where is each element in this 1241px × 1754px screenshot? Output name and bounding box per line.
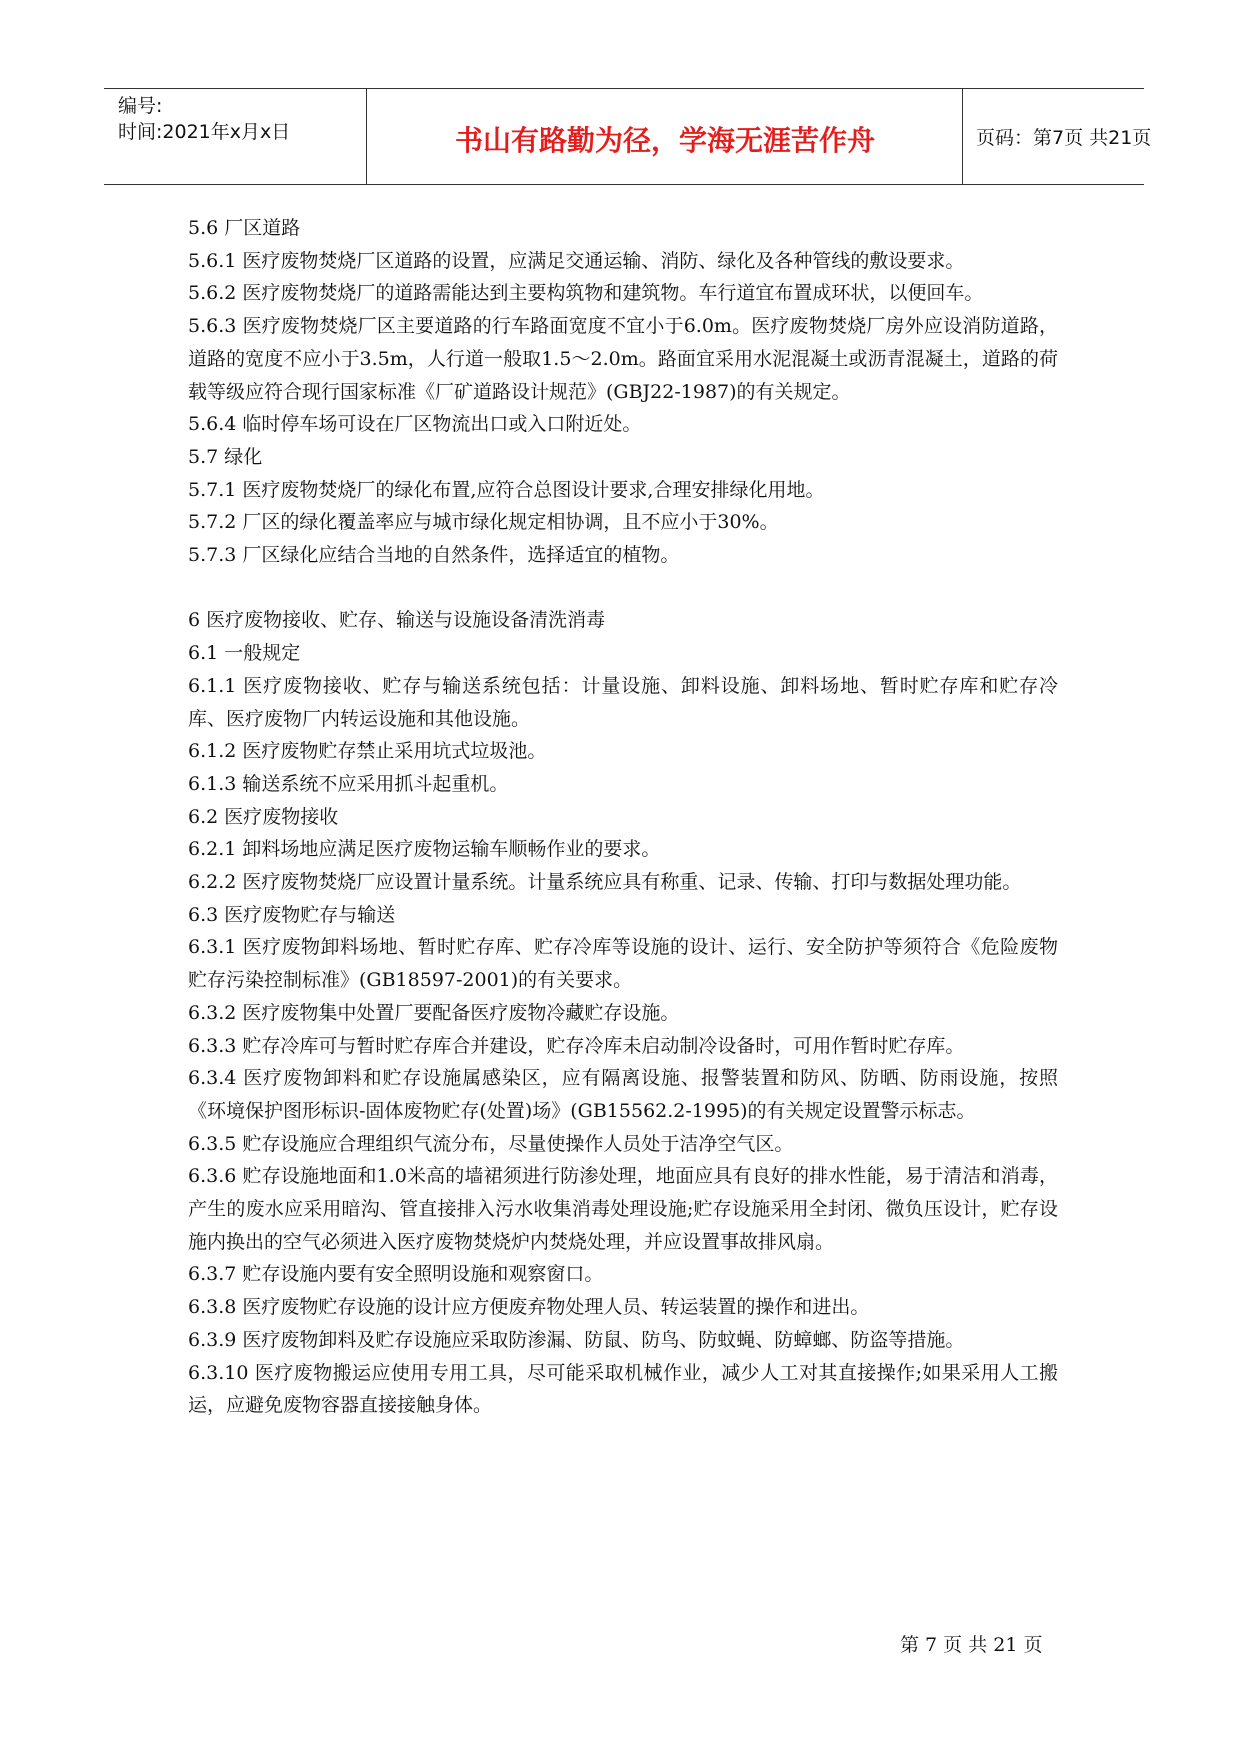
clause-paragraph: 6.3.1 医疗废物卸料场地、暂时贮存库、贮存冷库等设施的设计、运行、安全防护等须符合《危险废物贮存污染控制标准》(GB18597-2001)的有关要求。	[188, 936, 1058, 992]
header-meta-cell	[104, 89, 367, 184]
header-motto: 书山有路勤为径，学海无涯苦作舟	[454, 124, 875, 157]
clause-paragraph: 5.7.1 医疗废物焚烧厂的绿化布置,应符合总图设计要求,合理安排绿化用地。	[188, 478, 825, 501]
clause-paragraph: 5.6.2 医疗废物焚烧厂的道路需能达到主要构筑物和建筑物。车行道宜布置成环状，以便回车。	[188, 282, 984, 305]
section-heading: 5.7 绿化	[188, 445, 263, 468]
document-number-label: 编号:	[118, 95, 163, 117]
section-heading: 6.3 医疗废物贮存与输送	[188, 903, 396, 926]
section-heading: 6.1 一般规定	[188, 642, 301, 665]
clause-paragraph: 6.3.4 医疗废物卸料和贮存设施属感染区，应有隔离设施、报警装置和防风、防晒、防雨设施，按照《环境保护图形标识-固体废物贮存(处置)场》(GB15562.2-1995)的有关规定设置警示标志。	[188, 1067, 1058, 1122]
section-heading: 6.2 医疗废物接收	[188, 805, 339, 828]
clause-paragraph: 6.3.6 贮存设施地面和1.0米高的墙裙须进行防渗处理，地面应具有良好的排水性能，易于清洁和消毒，产生的废水应采用暗沟、管直接排入污水收集消毒处理设施;贮存设施采用全封闭、微负压设计，贮存设施内换出的空气必须进入医疗废物焚烧炉内焚烧处理，并应设置事故排风扇。	[188, 1165, 1058, 1253]
clause-paragraph: 5.7.2 厂区的绿化覆盖率应与城市绿化规定相协调，且不应小于30%。	[188, 511, 779, 534]
clause-paragraph: 5.6.4 临时停车场可设在厂区物流出口或入口附近处。	[188, 413, 642, 436]
clause-paragraph: 6.3.2 医疗废物集中处置厂要配备医疗废物冷藏贮存设施。	[188, 1001, 680, 1024]
clause-paragraph: 6.1.2 医疗废物贮存禁止采用坑式垃圾池。	[188, 740, 547, 763]
clause-paragraph: 6.3.9 医疗废物卸料及贮存设施应采取防渗漏、防鼠、防鸟、防蚊蝇、防蟑螂、防盗等措施。	[188, 1328, 965, 1351]
clause-paragraph: 6.1.1 医疗废物接收、贮存与输送系统包括：计量设施、卸料设施、卸料场地、暂时贮存库和贮存冷库、医疗废物厂内转运设施和其他设施。	[188, 674, 1058, 730]
section-heading: 5.6 厂区道路	[188, 217, 301, 239]
clause-paragraph: 6.3.8 医疗废物贮存设施的设计应方便废弃物处理人员、转运装置的操作和进出。	[188, 1296, 870, 1319]
clause-paragraph: 6.1.3 输送系统不应采用抓斗起重机。	[188, 772, 509, 795]
clause-paragraph: 6.3.3 贮存冷库可与暂时贮存库合并建设，贮存冷库未启动制冷设备时，可用作暂时贮存库。	[188, 1034, 965, 1057]
document-time-label: 时间:2021年x月x日	[118, 121, 291, 143]
clause-paragraph: 5.7.3 厂区绿化应结合当地的自然条件，选择适宜的植物。	[188, 544, 680, 567]
clause-paragraph: 6.2.1 卸料场地应满足医疗废物运输车顺畅作业的要求。	[188, 838, 661, 861]
page-footer: 第 7 页 共 21 页	[900, 1634, 1043, 1656]
clause-paragraph: 6.2.2 医疗废物焚烧厂应设置计量系统。计量系统应具有称重、记录、传输、打印与数据处理功能。	[188, 871, 1022, 894]
clause-paragraph: 5.6.3 医疗废物焚烧厂区主要道路的行车路面宽度不宜小于6.0m。医疗废物焚烧厂房外应设消防道路，道路的宽度不应小于3.5m，人行道一般取1.5～2.0m。路面宜采用水泥混凝土或沥青混凝土，道路的荷载等级应符合现行国家标准《厂矿道路设计规范》(GBJ22-1987)的有关规定。	[188, 315, 1058, 403]
document-body	[188, 212, 1058, 1422]
header-page-label: 页码：第7页 共21页	[976, 127, 1152, 149]
clause-paragraph: 5.6.1 医疗废物焚烧厂区道路的设置，应满足交通运输、消防、绿化及各种管线的敷设要求。	[188, 249, 965, 272]
header-motto-cell	[368, 89, 963, 184]
page-header	[104, 88, 1152, 185]
clause-paragraph: 6.3.7 贮存设施内要有安全照明设施和观察窗口。	[188, 1263, 604, 1286]
header-page-cell	[964, 89, 1152, 184]
clause-paragraph: 6.3.10 医疗废物搬运应使用专用工具，尽可能采取机械作业，减少人工对其直接操作;如果采用人工搬运，应避免废物容器直接接触身体。	[188, 1361, 1058, 1417]
clause-paragraph: 6.3.5 贮存设施应合理组织气流分布，尽量使操作人员处于洁净空气区。	[188, 1132, 794, 1155]
chapter-heading: 6 医疗废物接收、贮存、输送与设施设备清洗消毒	[188, 609, 606, 632]
